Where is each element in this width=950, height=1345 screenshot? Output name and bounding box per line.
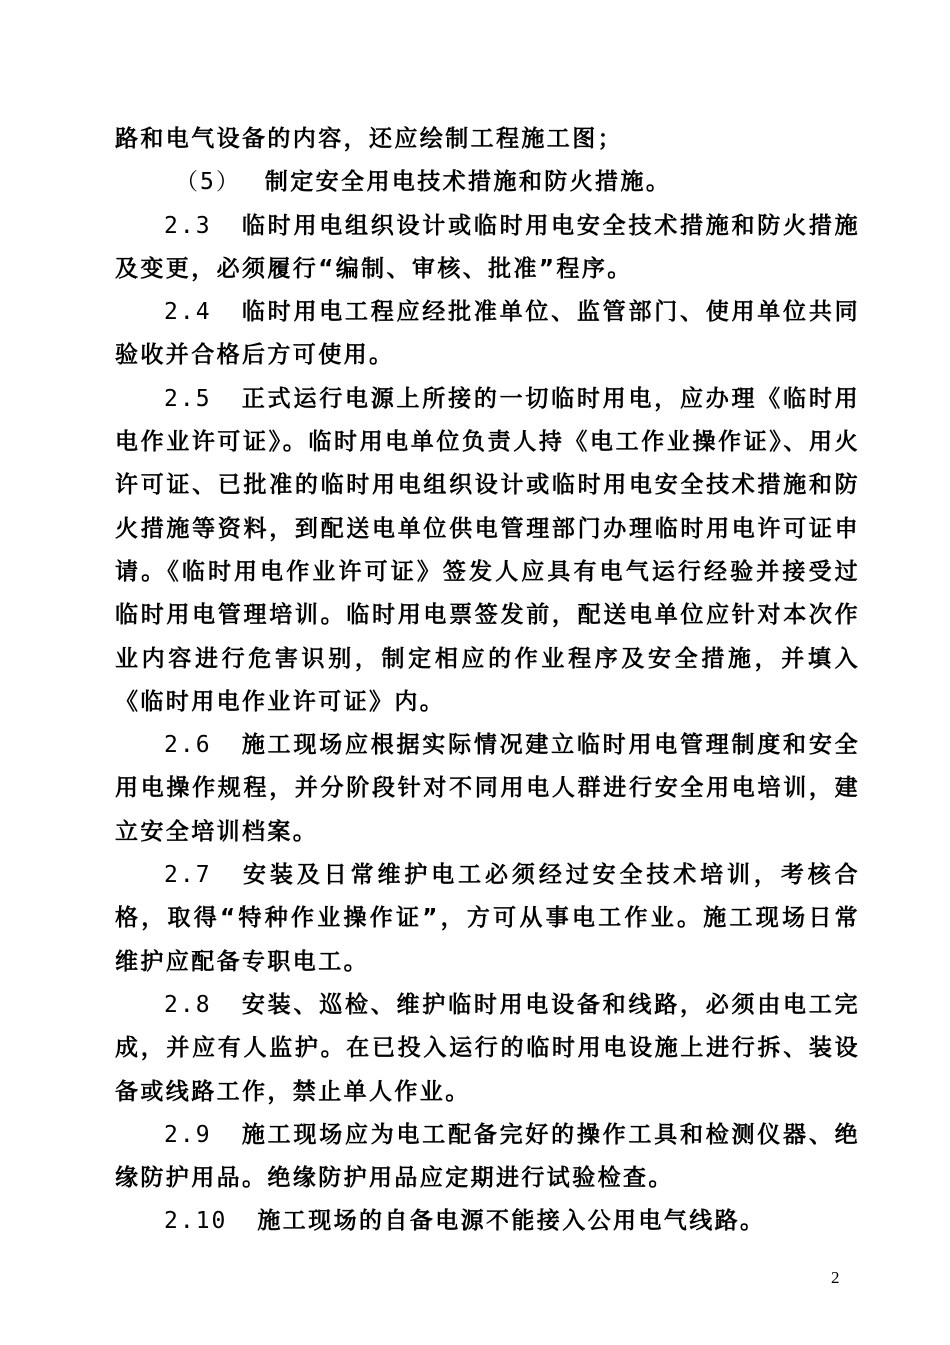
- paragraph-text: 安装及日常维护电工必须经过安全技术培训，考核合格，取得“特种作业操作证”，方可从事电工作业。施工现场日常维护应配备专职电工。: [115, 862, 860, 975]
- paragraph-2-4: [115, 291, 860, 378]
- paragraph-text: 正式运行电源上所接的一切临时用电，应办理《临时用电作业许可证》。临时用电单位负责人持《电工作业操作证》、用火许可证、已批准的临时用电组织设计或临时用电安全技术措施和防火措施等资料，到配送电单位供电管理部门办理临时用电许可证申请。《临时用电作业许可证》签发人应具有电气运行经验并接受过临时用电管理培训。临时用电票签发前，配送电单位应针对本次作业内容进行危害识别，制定相应的作业程序及安全措施，并填入《临时用电作业许可证》内。: [115, 385, 860, 715]
- paragraph-text: 路和电气设备的内容，还应绘制工程施工图；: [115, 126, 623, 152]
- paragraph-2-7: [115, 854, 860, 984]
- paragraph-number: 2.4: [164, 299, 212, 326]
- paragraph-2-6: [115, 724, 860, 854]
- paragraph-number: 2.9: [164, 1121, 212, 1148]
- paragraph-number: 2.3: [164, 212, 212, 239]
- paragraph-item-5: [115, 161, 860, 204]
- paragraph-2-3: [115, 205, 860, 292]
- paragraph-number: 2.10: [164, 1208, 228, 1235]
- paragraph-text: 临时用电组织设计或临时用电安全技术措施和防火措施及变更，必须履行“编制、审核、批准”程序。: [115, 212, 860, 282]
- paragraph-2-9: [115, 1114, 860, 1201]
- paragraph-number: 2.5: [164, 385, 212, 412]
- paragraph-continuation: [115, 118, 860, 161]
- paragraph-text: 施工现场应为电工配备完好的操作工具和检测仪器、绝缘防护用品。绝缘防护用品应定期进行试验检查。: [115, 1121, 860, 1192]
- paragraph-2-8: [115, 984, 860, 1114]
- paragraph-text: 制定安全用电技术措施和防火措施。: [264, 169, 672, 196]
- paragraph-number: 2.8: [164, 991, 212, 1018]
- document-body: [115, 118, 860, 1244]
- paragraph-number: 2.6: [164, 732, 212, 759]
- page-number: 2: [831, 1268, 840, 1287]
- paragraph-text: 施工现场应根据实际情况建立临时用电管理制度和安全用电操作规程，并分阶段针对不同用电人群进行安全用电培训，建立安全培训档案。: [115, 732, 860, 845]
- paragraph-text: 临时用电工程应经批准单位、监管部门、使用单位共同验收并合格后方可使用。: [115, 299, 860, 369]
- paragraph-number: （5）: [175, 169, 241, 196]
- paragraph-text: 施工现场的自备电源不能接入公用电气线路。: [257, 1208, 766, 1235]
- paragraph-text: 安装、巡检、维护临时用电设备和线路，必须由电工完成，并应有人监护。在已投入运行的临时用电设施上进行拆、装设备或线路工作，禁止单人作业。: [115, 991, 860, 1105]
- paragraph-2-10: [115, 1200, 860, 1243]
- paragraph-number: 2.7: [164, 862, 212, 889]
- paragraph-2-5: [115, 378, 860, 724]
